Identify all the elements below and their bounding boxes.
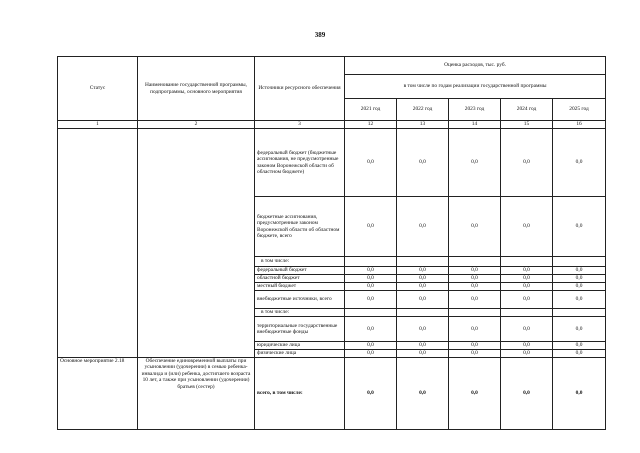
value-cell: 0,0 xyxy=(397,197,449,257)
name-cell-empty xyxy=(138,129,255,358)
value-cell xyxy=(553,309,606,317)
header-year: 2021 год xyxy=(345,99,397,121)
value-cell xyxy=(345,309,397,317)
source-cell: местный бюджет xyxy=(255,283,345,291)
header-status: Статус xyxy=(58,57,138,121)
value-cell: 0,0 xyxy=(449,275,501,283)
source-cell: федеральный бюджет (бюджетные ассигнования, не предусмотренные законом Воронежской области об областном бюджете) xyxy=(255,129,345,197)
status-cell-empty xyxy=(58,129,138,358)
col-number: 14 xyxy=(449,121,501,129)
col-number: 16 xyxy=(553,121,606,129)
header-subheader: в том числе по годам реализации государственной программы xyxy=(345,75,606,99)
value-cell: 0,0 xyxy=(449,342,501,350)
value-cell: 0,0 xyxy=(501,342,553,350)
value-cell: 0,0 xyxy=(501,350,553,358)
value-cell: 0,0 xyxy=(397,350,449,358)
value-cell xyxy=(397,257,449,267)
value-cell: 0,0 xyxy=(501,291,553,309)
value-cell xyxy=(553,257,606,267)
value-cell: 0,0 xyxy=(501,317,553,342)
value-cell: 0,0 xyxy=(345,197,397,257)
measure-source: всего, в том числе: xyxy=(255,358,345,430)
value-cell: 0,0 xyxy=(449,283,501,291)
measure-value: 0,0 xyxy=(501,358,553,430)
expenditure-table xyxy=(57,56,606,430)
value-cell: 0,0 xyxy=(397,317,449,342)
source-cell: внебюджетные источники, всего xyxy=(255,291,345,309)
header-source: Источники ресурсного обеспечения xyxy=(255,57,345,121)
value-cell: 0,0 xyxy=(553,291,606,309)
value-cell: 0,0 xyxy=(345,267,397,275)
source-cell: в том числе: xyxy=(255,257,345,267)
value-cell: 0,0 xyxy=(397,342,449,350)
value-cell: 0,0 xyxy=(553,275,606,283)
header-year: 2023 год xyxy=(449,99,501,121)
source-cell: территориальные государственные внебюджетные фонды xyxy=(255,317,345,342)
value-cell: 0,0 xyxy=(449,267,501,275)
header-estimate: Оценка расходов, тыс. руб. xyxy=(345,57,606,75)
value-cell: 0,0 xyxy=(501,129,553,197)
header-year: 2025 год xyxy=(553,99,606,121)
table-row xyxy=(58,129,606,197)
value-cell: 0,0 xyxy=(501,283,553,291)
value-cell: 0,0 xyxy=(553,197,606,257)
source-cell: бюджетные ассигнования, предусмотренные законом Воронежской области об областном бюджете, всего xyxy=(255,197,345,257)
value-cell: 0,0 xyxy=(553,342,606,350)
measure-value: 0,0 xyxy=(449,358,501,430)
measure-name: Обеспечение единовременной выплаты при усыновлении (удочерении) в семью ребенка-инвалида и (или) ребенка, достигшего возраста 10 лет, а также при усыновлении (удочерении) братьев (сестер) xyxy=(138,358,255,430)
source-cell: областной бюджет xyxy=(255,275,345,283)
measure-value: 0,0 xyxy=(553,358,606,430)
value-cell: 0,0 xyxy=(397,291,449,309)
value-cell xyxy=(397,309,449,317)
col-number: 12 xyxy=(345,121,397,129)
value-cell: 0,0 xyxy=(449,197,501,257)
value-cell: 0,0 xyxy=(553,283,606,291)
value-cell: 0,0 xyxy=(345,350,397,358)
value-cell: 0,0 xyxy=(345,129,397,197)
value-cell xyxy=(345,257,397,267)
value-cell: 0,0 xyxy=(553,267,606,275)
value-cell: 0,0 xyxy=(553,129,606,197)
measure-row xyxy=(58,358,606,430)
value-cell xyxy=(501,257,553,267)
header-year: 2022 год xyxy=(397,99,449,121)
value-cell: 0,0 xyxy=(501,267,553,275)
value-cell: 0,0 xyxy=(345,275,397,283)
value-cell: 0,0 xyxy=(345,283,397,291)
header-year: 2024 год xyxy=(501,99,553,121)
page-number: 389 xyxy=(314,31,326,39)
col-number: 15 xyxy=(501,121,553,129)
value-cell xyxy=(501,309,553,317)
value-cell xyxy=(449,309,501,317)
value-cell: 0,0 xyxy=(397,267,449,275)
measure-value: 0,0 xyxy=(345,358,397,430)
value-cell: 0,0 xyxy=(345,317,397,342)
value-cell: 0,0 xyxy=(449,291,501,309)
header-name: Наименование государственной программы, подпрограммы, основного мероприятия xyxy=(138,57,255,121)
source-cell: юридические лица xyxy=(255,342,345,350)
value-cell: 0,0 xyxy=(397,129,449,197)
source-cell: физические лица xyxy=(255,350,345,358)
source-cell: в том числе: xyxy=(255,309,345,317)
col-number: 2 xyxy=(138,121,255,129)
value-cell: 0,0 xyxy=(501,275,553,283)
measure-status: Основное мероприятие 2.18 xyxy=(58,358,138,430)
value-cell: 0,0 xyxy=(553,317,606,342)
value-cell: 0,0 xyxy=(449,317,501,342)
col-number: 1 xyxy=(58,121,138,129)
value-cell xyxy=(449,257,501,267)
value-cell: 0,0 xyxy=(449,129,501,197)
value-cell: 0,0 xyxy=(397,283,449,291)
source-cell: федеральный бюджет xyxy=(255,267,345,275)
value-cell: 0,0 xyxy=(345,342,397,350)
col-number: 3 xyxy=(255,121,345,129)
col-number: 13 xyxy=(397,121,449,129)
value-cell: 0,0 xyxy=(553,350,606,358)
value-cell: 0,0 xyxy=(449,350,501,358)
value-cell: 0,0 xyxy=(397,275,449,283)
value-cell: 0,0 xyxy=(501,197,553,257)
value-cell: 0,0 xyxy=(345,291,397,309)
measure-value: 0,0 xyxy=(397,358,449,430)
